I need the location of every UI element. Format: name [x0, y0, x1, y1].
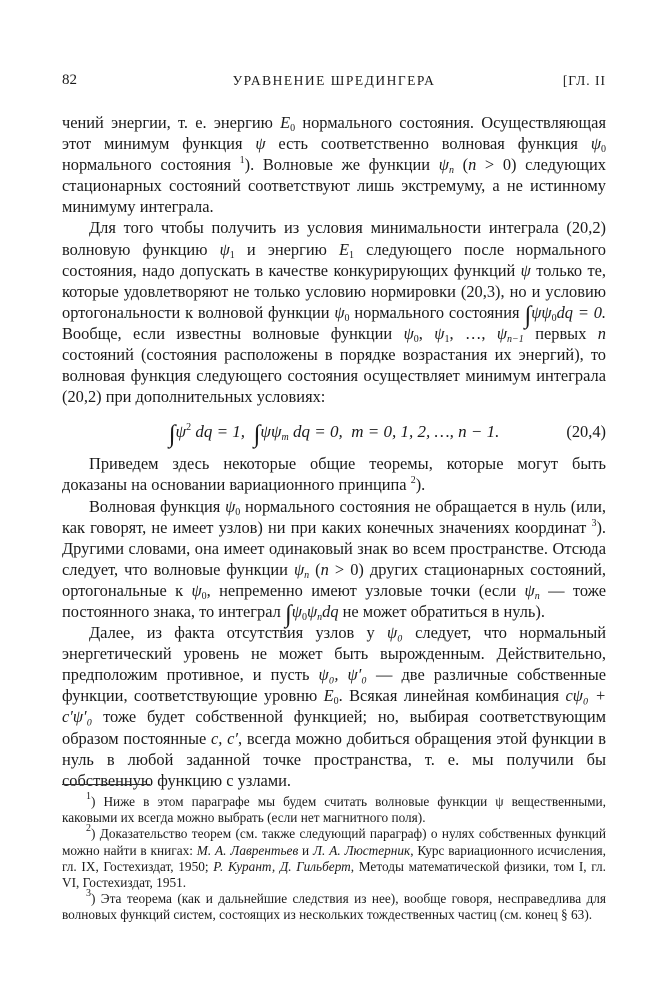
- chapter-label: [ГЛ. II: [562, 73, 606, 88]
- footnote-2: $^2$) Доказательство теорем (см. также следующий параграф) о нулях собственных функций можно найти в книгах: М. А. Лаврентьев и Л. А. Люстерник, Курс вариационного исчисления, гл. IX, Гостехиздат, 1950; Р. Курант, Д. Гильберт, Методы математической физики, том I, гл. VI, Гостехиздат, 1951.: [62, 823, 607, 891]
- equation-body: $\int\psi^2$ dq = 1, $\int\psi\psi_m$ dq = 0, m = 0, 1, 2, …, n − 1.: [168, 421, 500, 449]
- paragraph-5: Далее, из факта отсутствия узлов у ψ₀ следует, что нормальный энергетический уровень не может быть вырожденным. Действительно, предположим противное, и пусть ψ₀, ψ′₀ — две различные собственные функции, соответствующие уровню $E_0$. Всякая линейная комбинация cψ₀ + c′ψ′₀ тоже будет собственной функцией; но, выбирая соответствующим образом постоянные c, c′, всегда можно добиться обращения этой функции в нуль в любой заданной точке пространства, т. е. мы получили бы собственную функцию с узлами.: [62, 623, 607, 790]
- footnote-ref-2: 2: [410, 475, 416, 487]
- footnotes: [62, 791, 607, 924]
- running-header: [62, 72, 606, 94]
- running-title: УРАВНЕНИЕ ШРЕДИНГЕРА: [232, 73, 436, 88]
- equation-20-4: [62, 413, 606, 451]
- paragraph-1: чений энергии, т. е. энергию $E_0$ нормального состояния. Осуществляющая этот минимум функция ψ есть соответственно волновая функция $\psi_0$ нормального состояния $^1$). Волновые же функции $\psi_n$ (n > 0) следующих стационарных состояний соответствуют лишь экстремуму, а не истинному минимуму интеграла.: [62, 113, 607, 217]
- footnote-ref-3: 3: [591, 517, 597, 529]
- footnote-1: $^1$) Ниже в этом параграфе мы будем считать волновые функции ψ вещественными, каковыми их всегда можно выбрать (если нет магнитного поля).: [62, 791, 606, 826]
- equation-number: (20,4): [566, 422, 606, 442]
- footnote-3: $^3$) Эта теорема (как и дальнейшие следствия из нее), вообще говоря, несправедлива для волновых функций систем, состоящих из нескольких тождественных частиц (см. конец § 63).: [62, 888, 606, 923]
- footnote-divider: [62, 784, 150, 785]
- paragraph-2: Для того чтобы получить из условия минимальности интеграла (20,2) волновую функцию $\psi_1$ и энергию $E_1$ следующего после нормального состояния, надо допускать в качестве конкурирующих функций ψ только те, которые удовлетворяют не только условию нормировки (20,3), но и условию ортогональности к волновой функции $\psi_0$ нормального состояния $\int\psi\psi_0dq = 0$. Вообще, если известны волновые функции $\psi_0$, $\psi_1$, …, $\psi_{n-1}$ первых n состояний (состояния расположены в порядке возрастания их энергий), то волновая функция следующего состояния осуществляет минимум интеграла (20,2) при дополнительных условиях:: [62, 218, 606, 407]
- integral-sign: ∫: [524, 301, 532, 329]
- paragraph-4: Волновая функция $\psi_0$ нормального состояния не обращается в нуль (или, как говорят, не имеет узлов) ни при каких конечных значениях координат $^3$). Другими словами, она имеет одинаковый знак во всем пространстве. Отсюда следует, что волновые функции $\psi_n$ (n > 0) других стационарных состояний, ортогональные к $\psi_0$, непременно имеют узловые точки (если $\psi_n$ — тоже постоянного знака, то интеграл $\int\psi_0\psi_ndq$ не может обратиться в нуль).: [62, 496, 607, 628]
- page-number: 82: [62, 72, 77, 88]
- paragraph-3: Приведем здесь некоторые общие теоремы, которые могут быть доказаны на основании вариационного принципа $^2$).: [62, 454, 606, 495]
- main-text: [62, 112, 606, 791]
- footnote-ref-1: 1: [239, 155, 245, 167]
